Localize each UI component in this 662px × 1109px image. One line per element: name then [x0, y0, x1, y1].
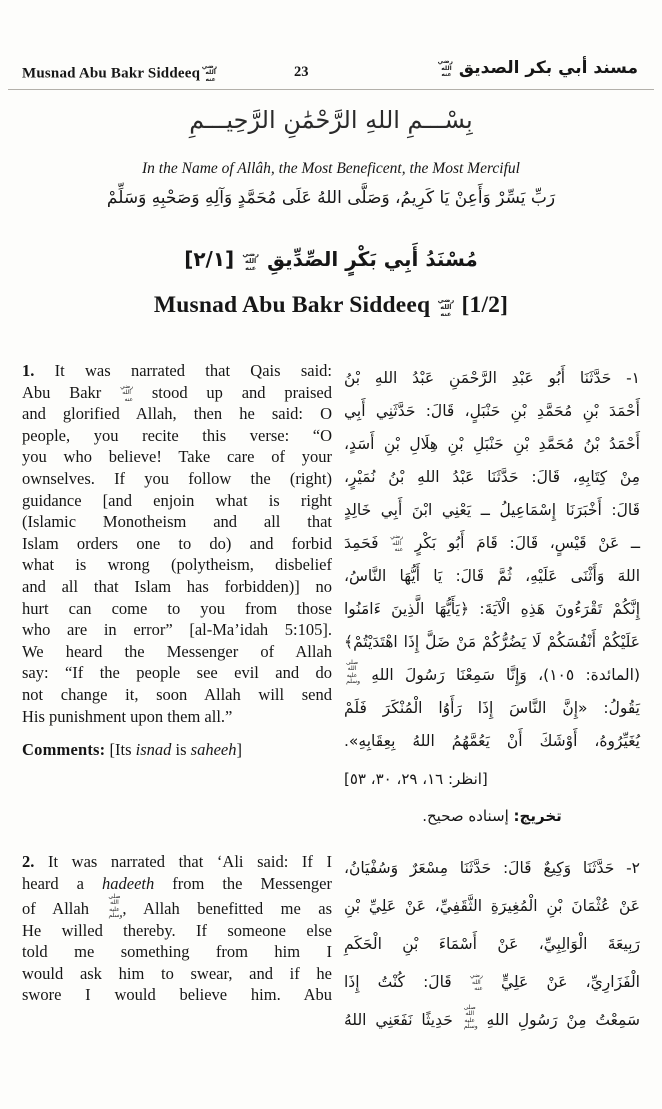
ra-honorific-icon: رضي الله عنه: [469, 972, 483, 992]
hadith-1-comments: [22, 740, 332, 760]
ra-honorific-icon: رضي الله عنه: [437, 296, 455, 318]
basmala-calligraphy: بِسْـــمِ اللهِ الرَّحْمَٰنِ الرَّحِيـــمِ: [189, 106, 473, 134]
comments-text: [Its isnad is saheeh]: [109, 740, 242, 760]
hadith-1-english: [22, 360, 332, 760]
ra-honorific-icon: رضي الله عنه: [437, 58, 453, 78]
section-title-arabic: مُسْنَدُ أَبِي بَكْرٍ الصِّدِّيقِ رضي الله عنه [٢/١]: [184, 247, 478, 272]
hadith-2-english-text: [22, 851, 332, 1006]
saw-honorific-icon: صلى الله عليه وسلم: [463, 1004, 478, 1030]
text-line: told me something from him I: [22, 942, 332, 962]
page-header: [22, 58, 638, 86]
text-line: إِنَّكُمْ تَقْرَءُونَ هَذِهِ الْآيَةَ: ﴿يَأَيُّهَا الَّذِينَ ءَامَنُوا: [344, 600, 640, 618]
hadith-1-english-text: [22, 360, 332, 727]
text-line: 1. It was narrated that Qais said:: [22, 361, 332, 380]
text-line: اللهَ وَأَثْنَى عَلَيْهِ، ثُمَّ قَالَ: يَا أَيُّهَا النَّاسُ،: [344, 567, 640, 585]
saw-honorific-icon: صلى الله عليه وسلم: [108, 893, 123, 920]
ra-honorific-icon: رضي الله عنه: [242, 250, 259, 272]
text-line: not change it, soon Allah will send: [22, 684, 332, 704]
text-line: عَنْ عُثْمَانَ بْنِ الْمُغِيرَةِ الثَّقَفِيِّ، عَنْ عَلِيِّ بْنِ: [344, 897, 640, 915]
text-line: (المائدة: ١٠٥)، وَإِنَّا سَمِعْنَا رَسُولَ اللهِ صلى الله عليه وسلم: [345, 659, 640, 685]
hadith-1-arabic-text: [344, 362, 640, 758]
header-rule: [8, 89, 654, 90]
hadith-1-cross-reference: [انظر: ١٦، ٢٩، ٣٠، ٥٣]: [344, 770, 488, 788]
saw-honorific-icon: صلى الله عليه وسلم: [345, 659, 360, 685]
text-line: heard a hadeeth from the Messenger: [22, 873, 332, 893]
text-line: people, you recite this verse: “O: [22, 425, 332, 445]
hadith-2-arabic-text: [344, 849, 640, 1039]
basmala-translation: In the Name of Allâh, the Most Beneficent, the Most Merciful: [142, 160, 520, 177]
hadith-1-arabic: [344, 362, 640, 831]
text-line: أَحْمَدَ بْنِ مُحَمَّدِ بْنِ حَنْبَلٍ، قَالَ: حَدَّثَنِي أَبِي: [344, 402, 640, 420]
text-line: His punishment upon them all.”: [22, 706, 233, 726]
text-line: hurt can come to you from those: [22, 598, 332, 618]
hadith-2-english: [22, 851, 332, 1006]
text-line: We heard the Messenger of Allah: [22, 641, 332, 661]
comments-label: Comments:: [22, 740, 106, 760]
text-line: الْفَزَارِيِّ، عَنْ عَلِيٍّ رضي الله عنه قَالَ: كُنْتُ إِذَا: [344, 972, 640, 992]
hadith-1-takhreej: [344, 801, 640, 831]
text-line: ownselves. If you follow the (right): [22, 468, 332, 488]
section-title-english: Musnad Abu Bakr Siddeeq رضي الله عنه [1/2]: [153, 292, 509, 318]
running-title-arabic: مسند أبي بكر الصديق رضي الله عنه: [437, 58, 638, 78]
text-line: ٢- حَدَّثَنَا وَكِيعٌ قَالَ: حَدَّثَنَا مِسْعَرٌ وَسُفْيَانُ،: [344, 859, 640, 877]
text-line: أَحْمَدُ بْنُ مُحَمَّدِ بْنِ حَنْبَلِ بْنِ هِلَالِ بْنِ أَسَدٍ،: [344, 435, 640, 453]
text-line: who are in error” [al-Ma’idah 5:105].: [22, 620, 332, 640]
text-line: ــ عَنْ قَيْسٍ، قَالَ: قَامَ أَبُو بَكْرٍ رضي الله عنه فَحَمِدَ: [344, 533, 640, 553]
text-line: Islam orders one to do) and forbid: [22, 533, 332, 553]
text-line: قَالَ: أَخْبَرَنَا إِسْمَاعِيلُ ــ يَعْنِي ابْنَ أَبِي خَالِدٍ: [344, 501, 640, 519]
text-line: and all that Islam has forbidden)] no: [22, 576, 332, 596]
text-line: مِنْ كِتَابِهِ، قَالَ: حَدَّثَنَا عَبْدُ اللهِ بْنُ نُمَيْرٍ،: [344, 468, 640, 486]
text-line: you who believe! Take care of your: [22, 447, 332, 467]
takhreej-text: إسناده صحيح.: [422, 807, 509, 825]
ra-honorific-icon: رضي الله عنه: [390, 533, 404, 553]
text-line: يُغَيِّرُوهُ، أَوْشَكَ أَنْ يَعُمَّهُمُ اللهُ بِعِقَابِهِ».: [344, 732, 640, 750]
hadith-2-arabic: [344, 849, 640, 1039]
text-line: ١- حَدَّثَنَا أَبُو عَبْدِ الرَّحْمَنِ عَبْدُ اللهِ بْنُ: [344, 369, 640, 387]
running-title-english: Musnad Abu Bakr Siddeeq رضي الله عنه: [22, 63, 218, 83]
text-line: He willed thereby. If someone else: [22, 920, 332, 940]
text-line: of Allah صلى الله عليه وسلم, Allah benefitted me as: [22, 893, 332, 920]
text-line: رَبِيعَةَ الْوَالِبِيِّ، عَنْ أَسْمَاءَ بْنِ الْحَكَمِ: [344, 935, 640, 953]
ra-honorific-icon: رضي الله عنه: [201, 63, 218, 83]
ra-honorific-icon: رضي الله عنه: [120, 383, 134, 403]
page-number: 23: [294, 64, 309, 80]
text-line: سَمِعْتُ مِنْ رَسُولِ اللهِ صلى الله عليه وسلم حَدِيثًا نَفَعَنِي اللهُ: [344, 1004, 640, 1030]
text-line: swore I would believe him. Abu: [22, 985, 332, 1005]
text-line: 2. It was narrated that ‘Ali said: If I: [22, 852, 332, 871]
text-line: guidance [and enjoin what is right: [22, 490, 332, 510]
text-line: would ask him to swear, and if he: [22, 963, 332, 983]
text-line: say: “If the people see evil and do: [22, 663, 332, 683]
text-line: what is wrong (polytheism, disbelief: [22, 555, 332, 575]
text-line: يَقُولُ: «إِنَّ النَّاسَ إِذَا رَأَوُا الْمُنْكَرَ فَلَمْ: [344, 699, 640, 717]
text-line: and glorified Allah, then he said: O: [22, 404, 332, 424]
opening-dua: رَبِّ يَسِّرْ وَأَعِنْ يَا كَرِيمُ، وَصَلَّى اللهُ عَلَى مُحَمَّدٍ وَآلِهِ وَصَحْبِهِ وَسَلِّمْ: [106, 188, 556, 208]
takhreej-label: تخريج:: [513, 807, 562, 825]
text-line: عَلَيْكُمْ أَنْفُسَكُمْ لَا يَضُرُّكُمْ مَنْ ضَلَّ إِذَا اهْتَدَيْتُمْ﴾: [344, 633, 640, 651]
text-line: Abu Bakr رضي الله عنه stood up and praised: [22, 382, 332, 403]
text-line: (Islamic Monotheism and all that: [22, 512, 332, 532]
